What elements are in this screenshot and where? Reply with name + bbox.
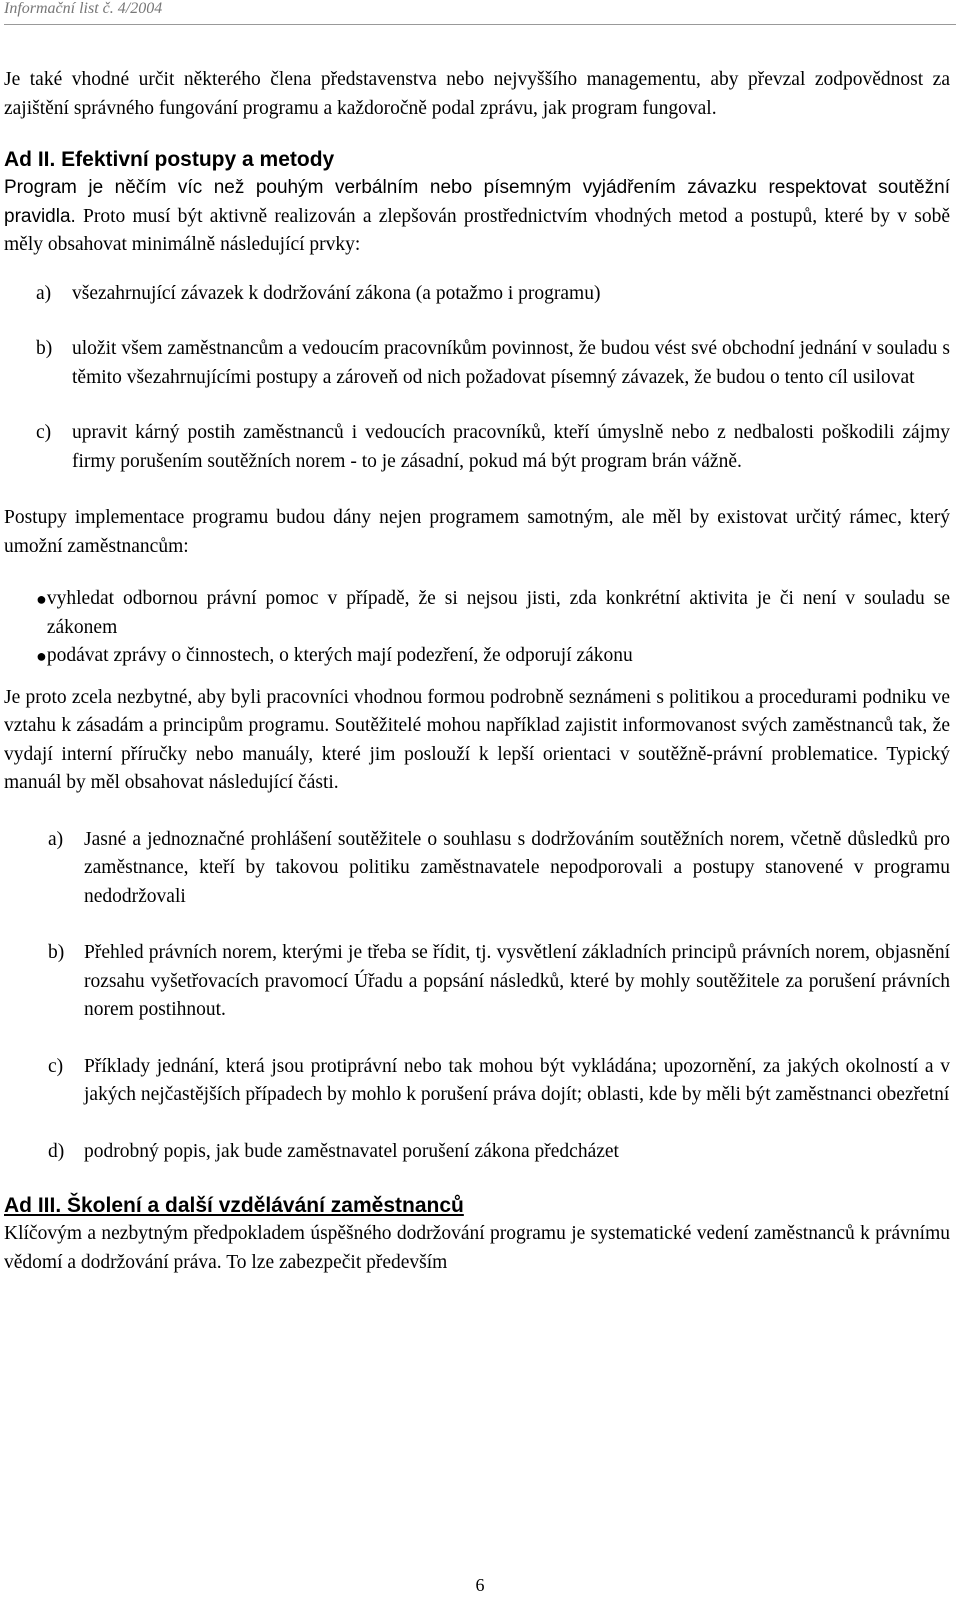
bullet-list <box>4 585 950 671</box>
postupy-paragraph: Postupy implementace programu budou dány nejen programem samotným, ale měl by existovat určitý rámec, který umožní zaměstnancům: <box>4 507 950 557</box>
manual-contents-list <box>4 826 950 1167</box>
proto-paragraph: Je proto zcela nezbytné, aby byli pracovníci vhodnou formou podrobně seznámeni s politikou a procedurami podniku ve vztahu k zásadám a principům programu. Soutěžitelé mohou například zajistit informovanost svých zaměstnanců tak, že vydají interní příručky nebo manuály, které jim poslouží k lepší orientaci v soutěžně-právní problematice. Typický manuál by měl obsahovat následující části. <box>4 686 950 793</box>
list-item-label: d) <box>48 1140 65 1162</box>
list-item-text: Jasné a jednoznačné prohlášení soutěžitele o souhlasu s dodržováním soutěžních norem, včetně důsledků pro zaměstnance, kteří by takovou politiku zaměstnavatele nepodporovali a postupy stanovené v programu nedodržovali <box>84 828 950 907</box>
list-item-text: všezahrnující závazek k dodržování zákona (a potažmo i programu) <box>72 282 601 304</box>
list-item-label: c) <box>36 422 52 443</box>
list-item <box>4 280 950 309</box>
list-item-label: a) <box>36 282 52 304</box>
list-item <box>4 1138 950 1167</box>
list-item-label: b) <box>48 942 65 963</box>
list-item-label: b) <box>36 338 53 359</box>
document-header: Informační list č. 4/2004 <box>4 0 163 17</box>
list-item-label: a) <box>48 828 64 850</box>
section-heading-ad-ii: Ad II. Efektivní postupy a metody <box>4 148 335 171</box>
list-item-text: uložit všem zaměstnancům a vedoucím pracovníkům povinnost, že budou vést své obchodní jednání v souladu s těmito všezahrnujícími postupy a zároveň od nich požadovat písemný závazek, že budou o tento cíl usilovat <box>72 338 950 388</box>
section-heading-ad-iii: Ad III. Školení a další vzdělávání zaměstnanců <box>4 1194 464 1217</box>
list-item-text: podrobný popis, jak bude zaměstnavatel porušení zákona předcházet <box>84 1140 619 1162</box>
intro-paragraph: Je také vhodné určit některého člena představenstva nebo nejvyššího managementu, aby převzal zodpovědnost za zajištění správného fungování programu a každoročně podal zprávu, jak program fungoval. <box>4 69 950 119</box>
bullet-text: vyhledat odbornou právní pomoc v případě, že si nejsou jisti, zda konkrétní aktivita je či není v souladu se zákonem <box>46 588 950 638</box>
list-item <box>4 419 950 476</box>
program-paragraph-sans: Program je něčím víc než pouhým verbálním nebo písemným vyjádřením závazku respektovat soutěžní pravidla. <box>4 177 950 227</box>
list-item <box>4 335 950 392</box>
bullet-item <box>4 642 950 671</box>
list-item-text: Příklady jednání, která jsou protiprávní nebo tak mohou být vykládána; upozornění, za jakých okolností a v jakých nejčastějších případech by mohlo k porušení práva dojít; oblasti, kde by měli být zaměstnanci obezřetní <box>84 1055 950 1105</box>
list-item-text: upravit kárný postih zaměstnanců i vedoucích pracovníků, kteří úmyslně nebo z nedbalosti poškodili zájmy firmy porušením soutěžních norem - to je zásadní, pokud má být program brán vážně. <box>72 422 950 472</box>
program-paragraph-serif: Proto musí být aktivně realizován a zlepšován prostřednictvím vhodných metod a postupů, které by v sobě měly obsahovat minimálně následující prvky: <box>4 205 950 255</box>
list-item <box>4 939 950 1025</box>
elements-list <box>4 280 950 477</box>
page-number: 6 <box>475 1575 485 1595</box>
list-item <box>4 1053 950 1110</box>
bullet-item <box>4 585 950 642</box>
list-item <box>4 826 950 912</box>
document-body <box>4 66 950 1277</box>
header-divider <box>4 24 956 25</box>
training-paragraph: Klíčovým a nezbytným předpokladem úspěšného dodržování programu je systematické vedení zaměstnanců k právnímu vědomí a dodržování práva. To lze zabezpečit především <box>4 1223 950 1273</box>
list-item-text: Přehled právních norem, kterými je třeba se řídit, tj. vysvětlení základních principů právních norem, objasnění rozsahu vyšetřovacích pravomocí Úřadu a popsání následků, které by mohly soutěžitele za porušení právních norem postihnout. <box>84 942 950 1020</box>
list-item-label: c) <box>48 1055 64 1077</box>
bullet-icon: ● <box>36 589 47 609</box>
bullet-text: podávat zprávy o činnostech, o kterých mají podezření, že odporují zákonu <box>46 645 633 666</box>
program-paragraph <box>4 174 950 260</box>
bullet-icon: ● <box>36 646 47 666</box>
